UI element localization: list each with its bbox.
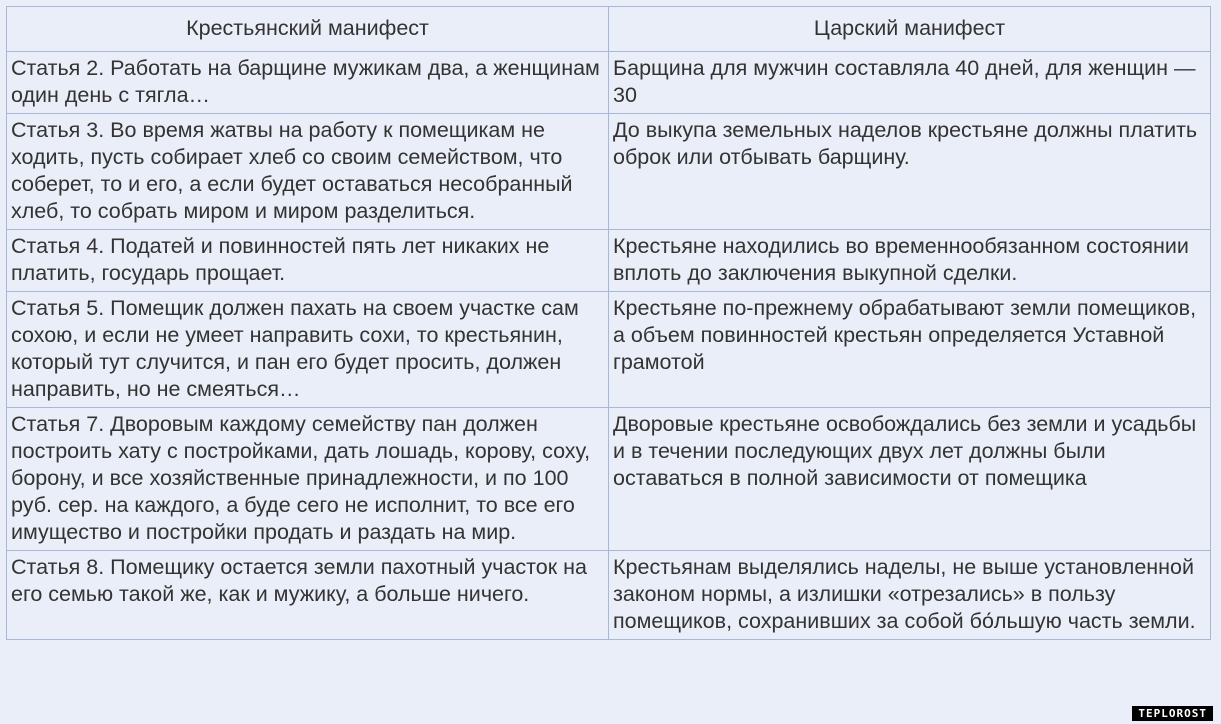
- table-row: [7, 114, 1211, 230]
- peasant-article-cell: Статья 7. Дворовым каждому семейству пан должен построить хату с постройками, дать лошадь, корову, соху, борону, и все хозяйственные принадлежности, и по 100 руб. сер. на каждого, а буде сего не исполнит, то все его имущество и постройки продать и раздать на мир.: [7, 408, 609, 551]
- table-row: [7, 292, 1211, 408]
- table-header: [7, 7, 1211, 52]
- table-body: [7, 52, 1211, 640]
- peasant-article-cell: Статья 3. Во время жатвы на работу к помещикам не ходить, пусть собирает хлеб со своим семейством, что соберет, то и его, а если будет оставаться несобранный хлеб, то собрать миром и миром разделиться.: [7, 114, 609, 230]
- peasant-article-cell: Статья 4. Податей и повинностей пять лет никаких не платить, государь прощает.: [7, 230, 609, 292]
- tsar-provision-cell: Крестьяне находились во временнообязанном состоянии вплоть до заключения выкупной сделки.: [609, 230, 1211, 292]
- tsar-provision-cell: До выкупа земельных наделов крестьяне должны платить оброк или отбывать барщину.: [609, 114, 1211, 230]
- header-peasant-manifesto: Крестьянский манифест: [7, 7, 609, 52]
- header-row: [7, 7, 1211, 52]
- table-row: [7, 408, 1211, 551]
- tsar-provision-cell: Барщина для мужчин составляла 40 дней, для женщин — 30: [609, 52, 1211, 114]
- peasant-article-cell: Статья 8. Помещику остается земли пахотный участок на его семью такой же, как и мужику, а больше ничего.: [7, 551, 609, 640]
- peasant-article-cell: Статья 5. Помещик должен пахать на своем участке сам сохою, и если не умеет направить сохи, то крестьянин, который тут случится, и пан его будет просить, должен направить, но не смеяться…: [7, 292, 609, 408]
- table-row: [7, 551, 1211, 640]
- tsar-provision-cell: Крестьяне по-прежнему обрабатывают земли помещиков, а объем повинностей крестьян определяется Уставной грамотой: [609, 292, 1211, 408]
- comparison-table: [6, 6, 1211, 640]
- table-row: [7, 230, 1211, 292]
- tsar-provision-cell: Дворовые крестьяне освобождались без земли и усадьбы и в течении последующих двух лет должны были оставаться в полной зависимости от помещика: [609, 408, 1211, 551]
- table-row: [7, 52, 1211, 114]
- tsar-provision-cell: Крестьянам выделялись наделы, не выше установленной законом нормы, а излишки «отрезались» в пользу помещиков, сохранивших за собой бо́льшую часть земли.: [609, 551, 1211, 640]
- peasant-article-cell: Статья 2. Работать на барщине мужикам два, а женщинам один день с тягла…: [7, 52, 609, 114]
- header-tsar-manifesto: Царский манифест: [609, 7, 1211, 52]
- watermark: TEPLOROST: [1132, 706, 1213, 721]
